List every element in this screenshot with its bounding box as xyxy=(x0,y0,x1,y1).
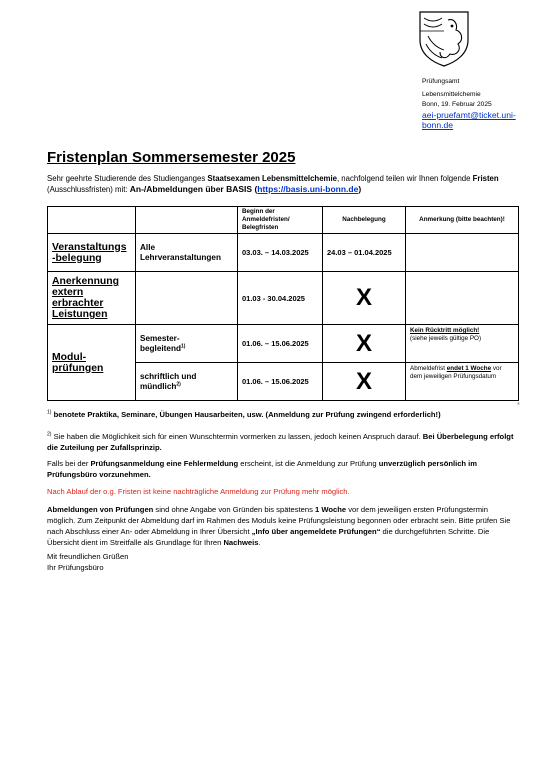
basis-link[interactable]: https://basis.uni-bonn.de xyxy=(257,184,359,194)
error-paragraph: Falls bei der Prüfungsanmeldung eine Fehlermeldung erscheint, ist die Anmeldung zur Prüfung unverzüglich persönlich im Prüfungsbüro vorzunehmen. xyxy=(47,459,478,479)
place-date: Bonn, 19. Februar 2025 xyxy=(422,101,492,108)
table-row xyxy=(48,325,519,363)
table-row xyxy=(48,234,519,272)
row-date: 01.03 - 30.04.2025 xyxy=(238,272,323,325)
footnote-2: $^{2)}$ Sie haben die Möglichkeit sich für einen Wunschtermin vormerken zu lassen, jedoch keinen Anspruch darauf. Bei Überbelegung erfolgt die Zuteilung per Zufallsprinzip. xyxy=(47,431,514,452)
closing: Mit freundlichen Grüßen Ihr Prüfungsbüro xyxy=(47,552,129,572)
row-late-mark: X xyxy=(323,325,406,363)
withdrawal-paragraph: Abmeldungen von Prüfungen sind ohne Angabe von Gründen bis spätestens 1 Woche vor dem jeweiligen ersten Prüfungstermin möglich. Zum Zeitpunkt der Abmeldung darf im Rahmen des Moduls keine Prüfungsleistung begonnen oder erbracht sein. Bitte prüfen Sie nach Abschluss einer An- oder Abmeldung in Ihrer Übersicht „Info über angemeldete Prüfungen“ die durchgeführten Schritte. Die Übersicht dient im Streitfalle als Grundlage für Ihren Nachweis. xyxy=(47,505,511,547)
row-label-module-exams: Modul- prüfungen xyxy=(48,325,136,401)
row-label-course-registration: Veranstaltungs -belegung xyxy=(48,234,136,272)
table-row xyxy=(48,272,519,325)
row-late-mark: X xyxy=(323,363,406,401)
coat-of-arms-icon xyxy=(418,10,470,68)
row-sub-label: Alle Lehrveranstaltungen xyxy=(136,234,238,272)
footnote-1: $^{1)}$ benotete Praktika, Seminare, Übungen Hausarbeiten, usw. (Anmeldung zur Prüfung zwingend erforderlich!) xyxy=(47,409,441,419)
row-late-date: 24.03 – 01.04.2025 xyxy=(323,234,406,272)
office-name: Prüfungsamt xyxy=(422,78,460,85)
row-remark: Kein Rücktritt möglich! (siehe jeweils gültige PO) xyxy=(406,325,519,363)
warning-text: Nach Ablauf der o.g. Fristen ist keine nachträgliche Anmeldung zur Prüfung mehr möglich. xyxy=(47,487,350,496)
page-mark: ® xyxy=(517,401,520,406)
row-late-mark: X xyxy=(323,272,406,325)
header-remark: Anmerkung (bitte beachten)! xyxy=(406,207,519,234)
intro-paragraph: Sehr geehrte Studierende des Studienganges Staatsexamen Lebensmittelchemie, nachfolgend teilen wir Ihnen folgende Fristen (Ausschlussfristen) mit: An-/Abmeldungen über BASIS (https://basis.uni-bonn.de) xyxy=(47,174,499,194)
row-sub-label: schriftlich und mündlich$^{2)}$ xyxy=(136,363,238,401)
sender-address xyxy=(422,77,516,130)
document-title: Fristenplan Sommersemester 2025 xyxy=(47,149,296,166)
table-header-row xyxy=(48,207,519,234)
email-link[interactable]: aei-pruefamt@ticket.uni- bonn.de xyxy=(422,110,516,130)
row-sub-label: Semester- begleitend$^{1)}$ xyxy=(136,325,238,363)
row-label-recognition: Anerkennung extern erbrachter Leistungen xyxy=(48,272,136,325)
header-start: Beginn der Anmeldefristen/ Belegfristen xyxy=(238,207,323,234)
header-late: Nachbelegung xyxy=(323,207,406,234)
row-date: 01.06. – 15.06.2025 xyxy=(238,325,323,363)
row-date: 03.03. – 14.03.2025 xyxy=(238,234,323,272)
row-remark: Abmeldefrist endet 1 Woche vor dem jeweiligen Prüfungsdatum xyxy=(406,363,519,401)
deadline-table xyxy=(47,206,519,401)
department-name: Lebensmittelchemie xyxy=(422,91,481,98)
row-date: 01.06. – 15.06.2025 xyxy=(238,363,323,401)
